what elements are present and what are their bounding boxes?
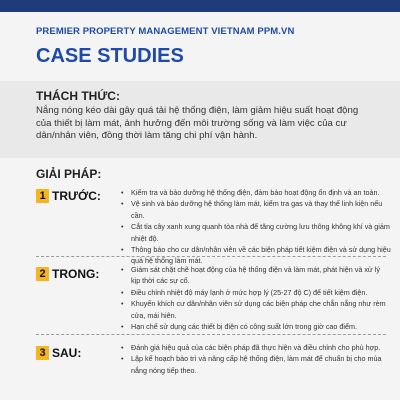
bullet-icon: • [121,199,124,209]
step-number-badge: 3 [36,346,49,360]
header [36,26,386,68]
list-item: • Giám sát chặt chẽ hoạt động của hệ thống điện và làm mát, phát hiện và xử lý kịp thời các sự cố. [121,265,380,286]
bullet-icon: • [121,343,124,352]
step-number-badge: 1 [36,189,49,203]
step-after-list [121,342,391,376]
bullet-icon: • [121,354,124,364]
page-title: CASE STUDIES [36,45,184,67]
challenge-section [0,81,400,158]
challenge-heading: THÁCH THỨC: [36,89,120,103]
step-label: TRƯỚC: [52,188,101,203]
bullet-icon: • [121,322,124,332]
brand-text: PREMIER PROPERTY MANAGEMENT VIETNAM PPM.VN [36,26,295,37]
bullet-icon: • [121,222,124,232]
step-number-badge: 2 [36,267,49,281]
list-item: • Điều chỉnh nhiệt độ máy lạnh ở mức hợp lý (25-27 độ C) để tiết kiệm điện. [121,287,368,297]
list-item: • Lập kế hoạch bảo trì và nâng cấp hệ thống điện, làm mát để chuẩn bị cho mùa nắng nóng tiếp theo. [121,354,382,375]
challenge-text: Nắng nóng kéo dài gây quá tải hệ thống điện, làm giảm hiệu suất hoạt động của thiết bị làm mát, ảnh hưởng đến môi trường sống và làm việc của cư dân/nhân viên, đồng thời làm tăng chi phí vận hành. [36,105,359,141]
step-before [36,187,101,205]
bullet-icon: • [121,299,124,309]
list-item: • Vệ sinh và bảo dưỡng hệ thống làm mát, kiểm tra gas và thay thế linh kiện nếu cần. [121,199,383,220]
list-item: • Khuyến khích cư dân/nhân viên sử dụng các biện pháp che chắn nắng như rèm cửa, mái hiên. [121,299,386,320]
step-during [36,265,99,283]
bullet-icon: • [121,287,124,297]
top-accent-bar [0,0,400,12]
list-item: • Hạn chế sử dụng các thiết bị điện có công suất lớn trong giờ cao điểm. [121,322,357,332]
step-during-list [121,264,391,332]
list-item: • Đánh giá hiệu quả của các biện pháp đã thực hiện và điều chỉnh cho phù hợp. [121,343,381,352]
step-label: SAU: [52,345,82,360]
step-before-list [121,187,391,267]
bullet-icon: • [121,265,124,274]
list-item: • Kiểm tra và bảo dưỡng hệ thống điện, đảm bảo hoạt động ổn định và an toàn. [121,188,380,197]
list-item: • Cắt tỉa cây xanh xung quanh tòa nhà để tăng cường lưu thông không khí và giảm nhiệt độ. [121,222,390,243]
list-item: • Thông báo cho cư dân/nhân viên về các biện pháp tiết kiệm điện và sử dụng hiệu quả hệ thống làm mát. [121,245,391,266]
solution-heading: GIẢI PHÁP: [36,167,102,181]
section-divider [36,334,386,335]
step-after [36,344,81,362]
bullet-icon: • [121,245,124,255]
step-label: TRONG: [52,266,100,281]
section-divider [36,256,386,257]
bullet-icon: • [121,188,124,197]
